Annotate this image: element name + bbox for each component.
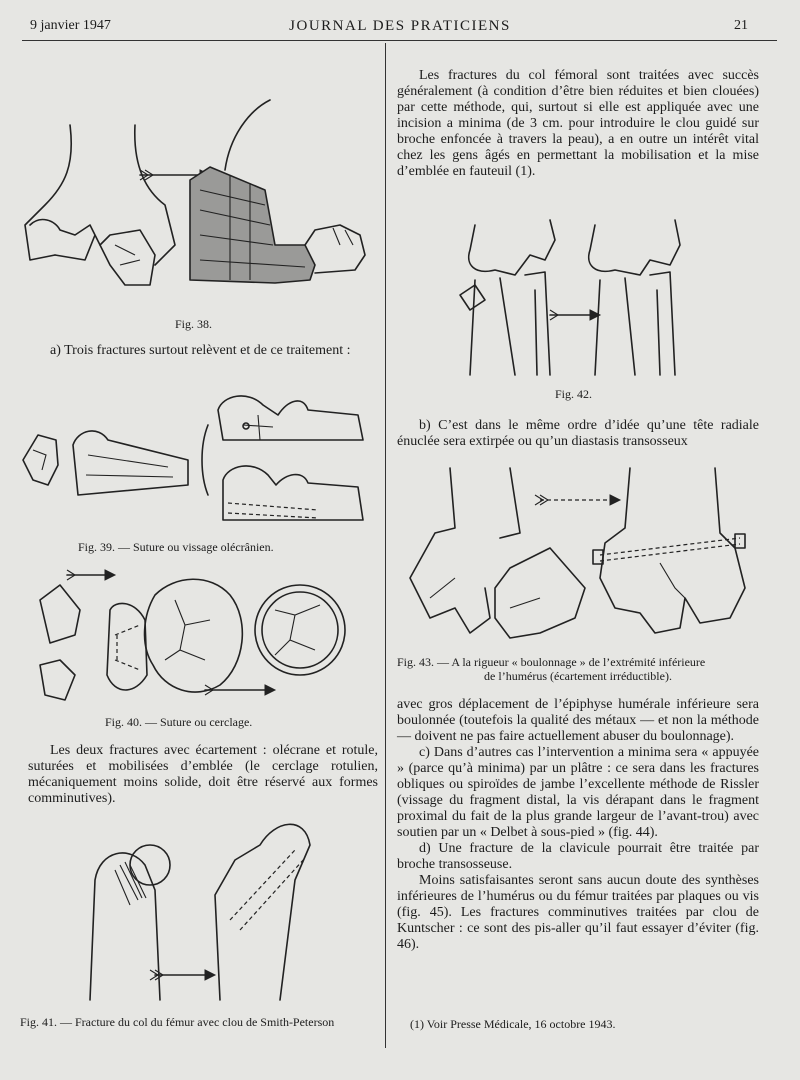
paragraph-col-femoral (397, 68, 759, 180)
page-number: 21 (734, 18, 748, 33)
figure-42-illustration (455, 210, 705, 380)
issue-date: 9 janvier 1947 (30, 18, 111, 33)
figure-43-caption-line1: Fig. 43. — A la rigueur « boulonnage » de l’extrémité inférieure (397, 655, 706, 669)
paragraph-moins-satisfaisantes: Moins satisfaisantes seront sans aucun doute des synthèses inférieures de l’humérus ou du fémur traitées par plaques ou vis (fig. 45). Les fractures comminutives traitées par clou de Kuntscher : ce sont des pis-aller qu’il faut essayer d’éviter (fig. 46). (397, 873, 759, 952)
paragraph-b (397, 418, 759, 450)
column-divider (385, 43, 386, 1048)
footnote: (1) Voir Presse Médicale, 16 octobre 1943. (410, 1017, 616, 1031)
page-header (0, 0, 800, 40)
figure-39-caption: Fig. 39. — Suture ou vissage olécrânien. (78, 540, 274, 554)
figure-38-illustration (15, 95, 380, 320)
figure-38-caption: Fig. 38. (175, 317, 213, 331)
figure-43-illustration (400, 458, 770, 648)
figure-40-illustration (35, 565, 355, 710)
paragraph-col-femoral-text: Les fractures du col fémoral sont traitées avec succès généralement (à condition d’être bien réduites et bien clouées) par cette méthode, qui, surtout si elle est appliquée avec une incision a minima (de 3 cm. pour introduire le clou guidé sur broche enfoncée à travers la peau), a en outre un intérêt vital chez les gens âgés en permettant la mobilisation et la mise d’emblée en fauteuil (1). (397, 68, 759, 179)
journal-title: JOURNAL DES PRATICIENS (289, 18, 511, 34)
header-rule (22, 40, 777, 41)
paragraph-b-continued: avec gros déplacement de l’épiphyse humérale inférieure sera boulonnée (toutefois la qualité des métaux — et non la méthode — doivent ne pas faire actuellement abuser du boulonnage). (397, 697, 759, 744)
paragraph-d: d) Une fracture de la clavicule pourrait être traitée par broche transosseuse. (397, 841, 759, 872)
right-column-body (397, 697, 759, 953)
figure-42-caption: Fig. 42. (555, 387, 593, 401)
paragraph-rotule (28, 743, 378, 807)
figure-41-illustration (60, 810, 360, 1010)
paragraph-b-text: b) C’est dans le même ordre d’idée qu’une tête radiale énuclée sera extirpée ou qu’un diastasis transosseux (397, 418, 759, 449)
figure-41-caption: Fig. 41. — Fracture du col du fémur avec clou de Smith-Peterson (20, 1015, 335, 1029)
figure-39-illustration (18, 385, 378, 535)
paragraph-a-text: a) Trois fractures surtout relèvent et de ce traitement : (50, 343, 351, 358)
paragraph-rotule-text: Les deux fractures avec écartement : olécrane et rotule, suturées et mobilisées d’emblée (le cerclage rotulien, mécaniquement moins solide, doit être réservé aux formes comminutives). (28, 743, 378, 806)
figure-43-caption-line2: de l’humérus (écartement irréductible). (484, 669, 672, 683)
paragraph-a (28, 343, 378, 359)
figure-40-caption: Fig. 40. — Suture ou cerclage. (105, 715, 253, 729)
paragraph-c: c) Dans d’autres cas l’intervention a minima sera « appuyée » (parce qu’à minima) par un plâtre : ce sera dans les fractures obliques ou spiroïdes de jambe l’excellente méthode de Rissler (vissage du fragment distal, la vis dérapant dans le fragment proximal du fait de la plus grande largeur de l’avant-trou) avec soutien par un « Delbet à sous-pied » (fig. 44). (397, 745, 759, 840)
